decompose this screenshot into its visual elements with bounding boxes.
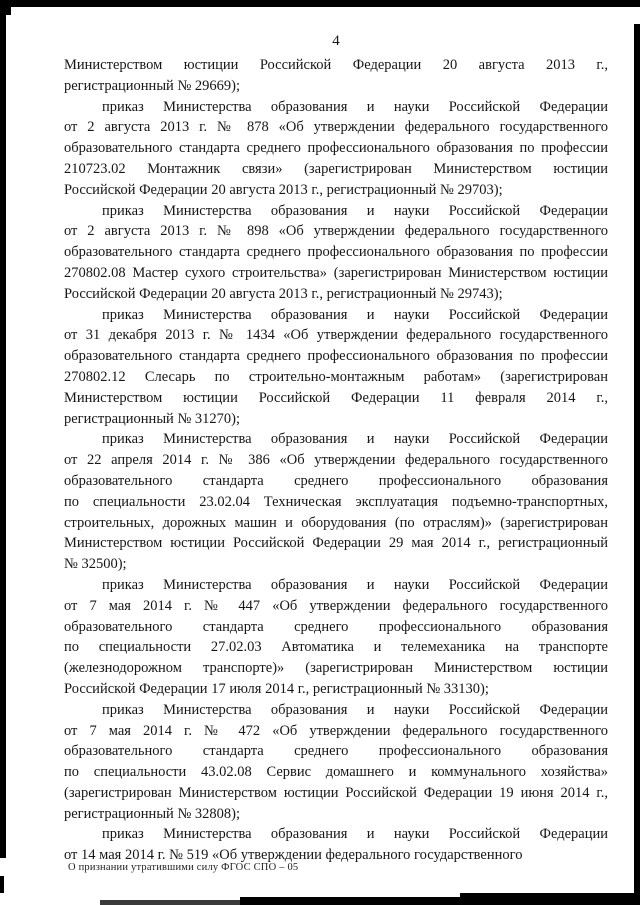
scan-edge-bottom — [460, 893, 640, 905]
text-line: приказ Министерства образования и науки Российской Федерации — [102, 431, 608, 448]
paragraph — [64, 305, 608, 430]
text-line: Министерством юстиции Российской Федерации 20 августа 2013 г., — [64, 57, 608, 73]
text-line: Российской Федерации 17 июля 2014 г., регистрационный № 33130); — [64, 680, 489, 697]
footer-note: О признании утратившими силу ФГОС СПО – 05 — [68, 862, 299, 873]
text-line: Министерством юстиции Российской Федерации 11 февраля 2014 г., — [64, 389, 608, 406]
paragraph — [64, 97, 608, 201]
text-line: образовательного стандарта среднего профессионального образования по профессии — [64, 348, 608, 365]
paragraph — [64, 55, 608, 97]
page-number: 4 — [332, 33, 340, 49]
document-text-block — [64, 55, 608, 866]
scan-edge-right — [634, 24, 640, 905]
text-line: от 2 августа 2013 г. № 898 «Об утверждении федерального государственного — [64, 223, 608, 240]
text-line: по специальности 27.02.03 Автоматика и телемеханика на транспорте — [64, 639, 608, 656]
text-line: Российской Федерации 20 августа 2013 г., регистрационный № 29743); — [64, 285, 503, 302]
text-line: регистрационный № 31270); — [64, 410, 241, 427]
text-line: 270802.08 Мастер сухого строительства» (зарегистрирован Министерством юстиции — [64, 264, 608, 281]
text-line: образовательного стандарта среднего профессионального образования — [64, 743, 608, 760]
text-line: от 7 мая 2014 г. № 447 «Об утверждении федерального государственного — [64, 597, 608, 614]
scan-edge-bottom — [100, 900, 250, 905]
text-line: образовательного стандарта среднего профессионального образования — [64, 618, 608, 635]
text-line: Министерством юстиции Российской Федерации 29 мая 2014 г., регистрационный — [64, 535, 608, 552]
paragraph — [64, 429, 608, 575]
scan-edge-left-lower — [0, 876, 4, 893]
text-line: приказ Министерства образования и науки Российской Федерации — [102, 576, 608, 593]
scan-edge-top — [0, 0, 640, 7]
text-line: Российской Федерации 20 августа 2013 г., регистрационный № 29703); — [64, 181, 503, 198]
text-line: от 31 декабря 2013 г. № 1434 «Об утверждении федерального государственного — [64, 327, 608, 344]
paragraph — [64, 700, 608, 825]
text-line: (зарегистрирован Министерством юстиции Российской Федерации 19 июня 2014 г., — [64, 784, 608, 801]
text-line: 210723.02 Монтажник связи» (зарегистрирован Министерством юстиции — [64, 160, 608, 177]
text-line: приказ Министерства образования и науки Российской Федерации — [102, 701, 608, 718]
text-line: от 7 мая 2014 г. № 472 «Об утверждении федерального государственного — [64, 722, 608, 739]
text-line: регистрационный № 32808); — [64, 805, 241, 822]
text-line: от 14 мая 2014 г. № 519 «Об утверждении федерального государственного — [64, 847, 523, 864]
text-line: образовательного стандарта среднего профессионального образования по профессии — [64, 140, 608, 157]
scan-edge-left — [0, 0, 6, 858]
text-line: регистрационный № 29669); — [64, 77, 241, 94]
text-line: № 32500); — [64, 556, 127, 573]
text-line: от 2 августа 2013 г. № 878 «Об утверждении федерального государственного — [64, 119, 608, 136]
text-line: (железнодорожном транспорте)» (зарегистрирован Министерством юстиции — [64, 660, 608, 677]
text-line: образовательного стандарта среднего профессионального образования — [64, 472, 608, 489]
text-line: по специальности 23.02.04 Техническая эксплуатация подъемно-транспортных, — [64, 493, 608, 510]
text-line: от 22 апреля 2014 г. № 386 «Об утверждении федерального государственного — [64, 452, 608, 469]
text-line: образовательного стандарта среднего профессионального образования по профессии — [64, 244, 608, 261]
text-line: 270802.12 Слесарь по строительно-монтажным работам» (зарегистрирован — [64, 368, 608, 385]
text-line: приказ Министерства образования и науки Российской Федерации — [102, 98, 608, 115]
scan-edge-bottom — [240, 897, 470, 905]
text-line: по специальности 43.02.08 Сервис домашнего и коммунального хозяйства» — [64, 764, 608, 781]
text-line: приказ Министерства образования и науки Российской Федерации — [102, 202, 608, 219]
paragraph — [64, 824, 608, 866]
paragraph — [64, 201, 608, 305]
text-line: строительных, дорожных машин и оборудования (по отраслям)» (зарегистрирован — [64, 514, 608, 531]
text-line: приказ Министерства образования и науки Российской Федерации — [102, 826, 608, 843]
paragraph — [64, 575, 608, 700]
text-line: приказ Министерства образования и науки Российской Федерации — [102, 306, 608, 323]
